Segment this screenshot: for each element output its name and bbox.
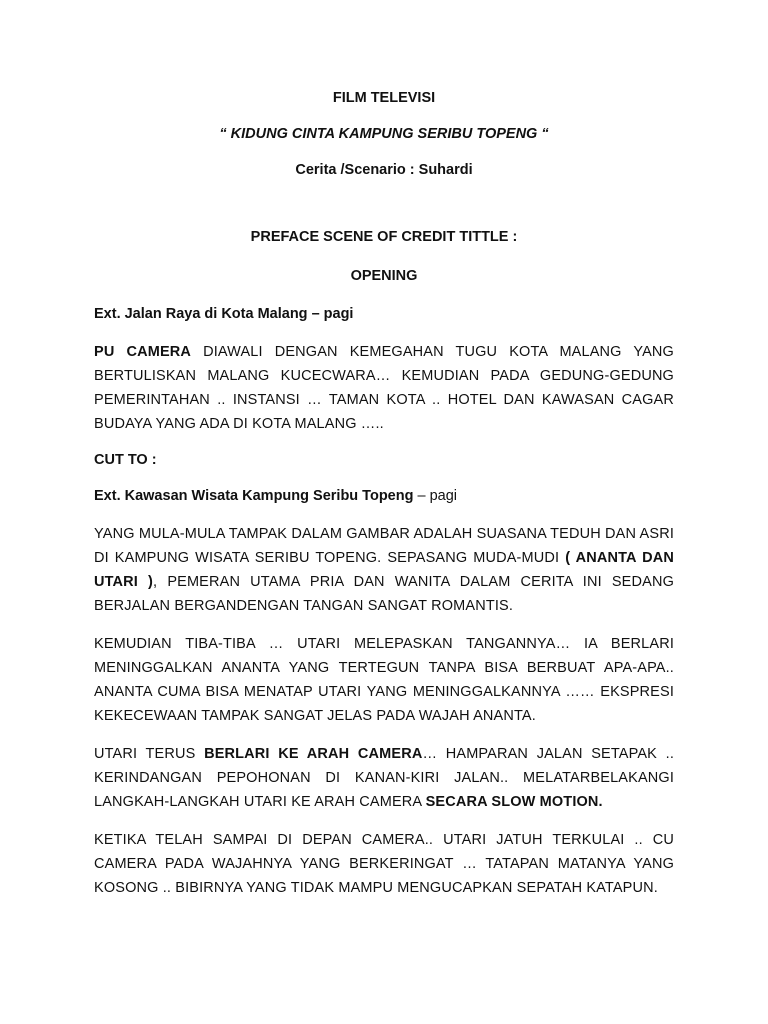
scene2-p3-slow-motion: SECARA SLOW MOTION.: [425, 794, 603, 810]
scene2-paragraph-4: KETIKA TELAH SAMPAI DI DEPAN CAMERA.. UTARI JATUH TERKULAI .. CU CAMERA PADA WAJAHNYA YANG BERKERINGAT … TATAPAN MATANYA YANG KOSONG .. BIBIRNYA YANG TIDAK MAMPU MENGUCAPKAN SEPATAH KATAPUN.: [94, 832, 674, 896]
scene2-paragraph-3: [94, 742, 674, 814]
film-subtitle: “ KIDUNG CINTA KAMPUNG SERIBU TOPENG “: [219, 126, 549, 142]
scene2-p3-text-b: … HAMPARAN JALAN SETAPAK .. KERINDANGAN PEPOHONAN DI KANAN-KIRI JALAN.. MELATARBELAKANGI LANGKAH-LANGKAH UTARI KE ARAH CAMERA: [94, 746, 674, 810]
scene2-p1-text-a: YANG MULA-MULA TAMPAK DALAM GAMBAR ADALAH SUASANA TEDUH DAN ASRI DI KAMPUNG WISATA SERIBU TOPENG. SEPASANG MUDA-MUDI: [94, 526, 674, 566]
opening-heading: OPENING: [350, 268, 418, 284]
document-title: FILM TELEVISI: [332, 90, 436, 106]
scene2-p1-text-b: , PEMERAN UTAMA PRIA DAN WANITA DALAM CERITA INI SEDANG BERJALAN BERGANDENGAN TANGAN SANGAT ROMANTIS.: [94, 574, 674, 614]
cut-to-heading: CUT TO :: [94, 452, 157, 468]
scene2-p3-text-a: UTARI TERUS: [94, 746, 205, 762]
preface-heading: PREFACE SCENE OF CREDIT TITTLE :: [250, 229, 518, 245]
scene2-heading-bold: Ext. Kawasan Wisata Kampung Seribu Topeng: [94, 488, 414, 504]
scene1-heading: Ext. Jalan Raya di Kota Malang – pagi: [94, 306, 354, 322]
scene1-paragraph-text: DIAWALI DENGAN KEMEGAHAN TUGU KOTA MALANG YANG BERTULISKAN MALANG KUCECWARA… KEMUDIAN PADA GEDUNG-GEDUNG PEMERINTAHAN .. INSTANSI … TAMAN KOTA .. HOTEL DAN KAWASAN CAGAR BUDAYA YANG ADA DI KOTA MALANG …..: [94, 344, 674, 432]
scene2-p3-bold-direction: BERLARI KE ARAH CAMERA: [204, 746, 423, 762]
scene2-heading: [94, 486, 674, 506]
camera-direction: PU CAMERA: [94, 344, 192, 360]
credit-line: Cerita /Scenario : Suhardi: [295, 162, 473, 178]
scene1-paragraph: [94, 340, 674, 436]
scene2-p1-characters: ( ANANTA DAN UTARI ): [94, 550, 674, 590]
scene2-paragraph-1: [94, 522, 674, 618]
scene2-heading-time: – pagi: [413, 488, 458, 504]
scene2-paragraph-2: KEMUDIAN TIBA-TIBA … UTARI MELEPASKAN TANGANNYA… IA BERLARI MENINGGALKAN ANANTA YANG TERTEGUN TANPA BISA BERBUAT APA-APA.. ANANTA CUMA BISA MENATAP UTARI YANG MENINGGALKANNYA …… EKSPRESI KEKECEWAAN TAMPAK SANGAT JELAS PADA WAJAH ANANTA.: [94, 636, 674, 724]
